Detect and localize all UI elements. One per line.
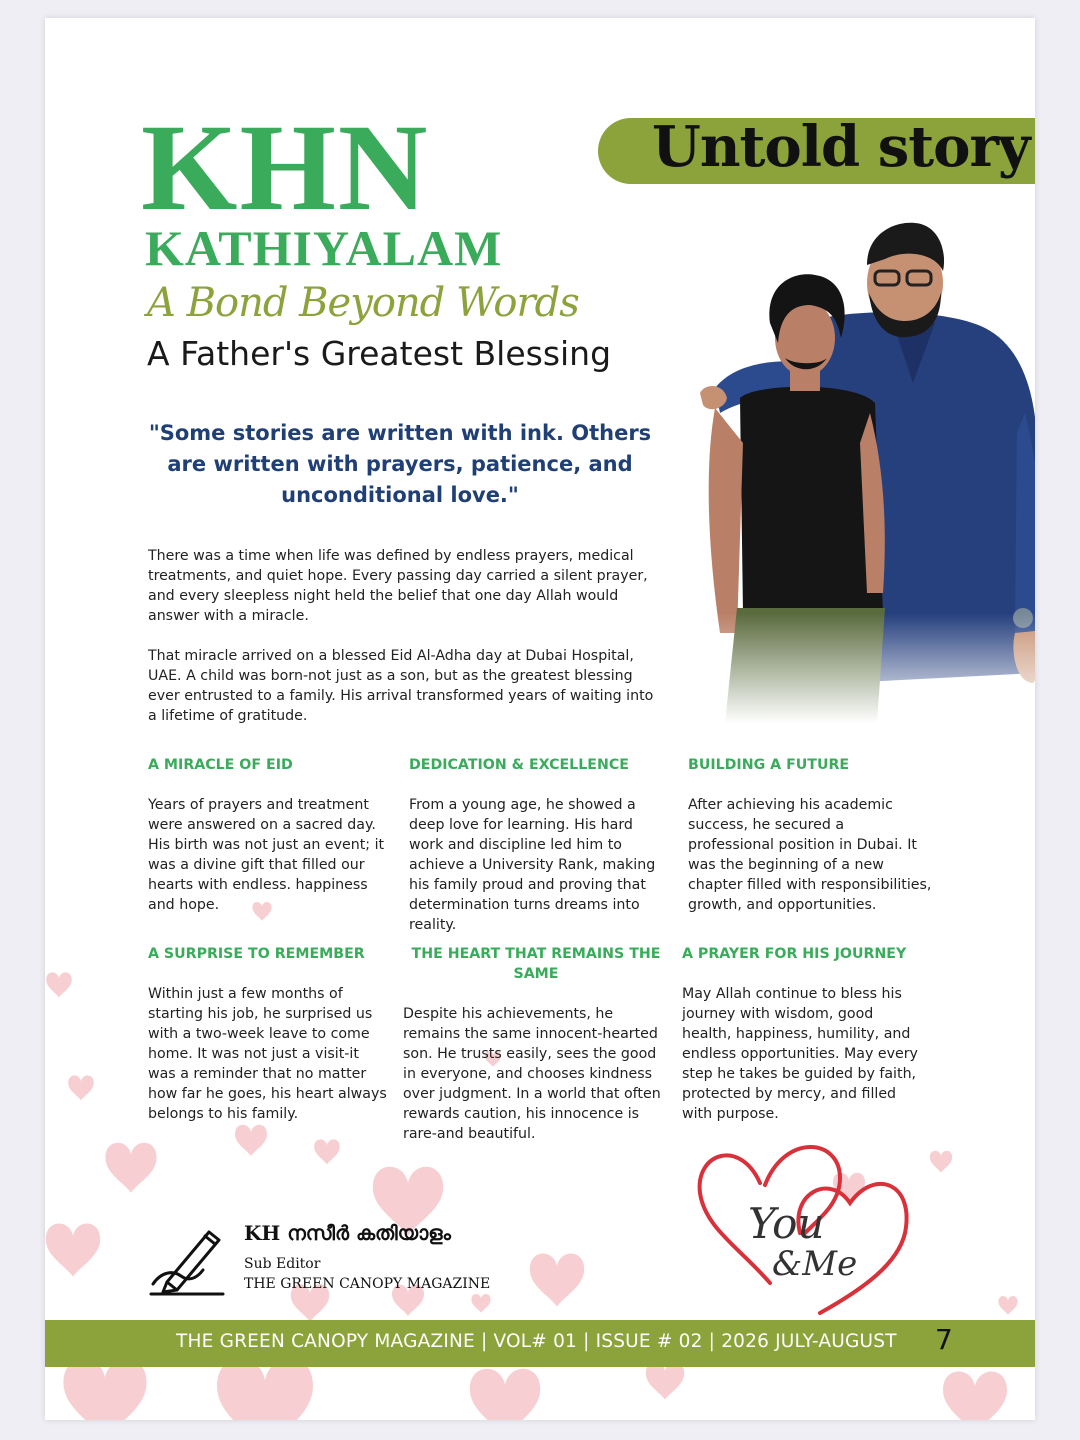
me-text: &Me [772, 1244, 858, 1284]
heart-shape [470, 1369, 540, 1420]
subtitle: A Father's Greatest Blessing [147, 334, 612, 373]
intro-paragraph-1: There was a time when life was defined by endless prayers, medical treatments, and quiet hope. Every passing day carried a silent prayer, and every sleepless night held the belief that one day Allah would answer with a miracle. [148, 548, 648, 624]
page-number: 7 [935, 1323, 953, 1356]
author-name: KH നസീർ കതിയാളം [244, 1221, 451, 1245]
footer-text: THE GREEN CANOPY MAGAZINE | VOL# 01 | ISSUE # 02 | 2026 JULY-AUGUST [176, 1331, 897, 1352]
title-kathiyalam: KATHIYALAM [145, 220, 503, 276]
author-magazine: THE GREEN CANOPY MAGAZINE [244, 1276, 491, 1292]
section-body: From a young age, he showed a deep love for learning. His hard work and discipline led him to achieve a University Rank, making his family proud and proving that determination turns dreams into reality. [409, 797, 656, 933]
heart-shape [930, 1151, 952, 1173]
section-heading: A MIRACLE OF EID [148, 757, 293, 773]
section-banner-label: Untold story [652, 114, 1030, 180]
heart-shape [68, 1075, 94, 1100]
author-role: Sub Editor [244, 1256, 321, 1272]
section-heading: A PRAYER FOR HIS JOURNEY [682, 946, 907, 962]
section-surprise-to-remember [148, 944, 388, 1124]
section-heading: THE HEART THAT REMAINS THE SAME [411, 946, 661, 982]
section-body: Despite his achievements, he remains the same innocent-hearted son. He trusts easily, sees the good in everyone, and chooses kindness over judgment. In a world that often rewards caution, his innocence is rare-and beautiful. [403, 1006, 661, 1142]
father-son-photo [645, 213, 1035, 723]
section-dedication-excellence [409, 755, 667, 935]
heart-shape [105, 1143, 156, 1193]
intro-paragraph-2: That miracle arrived on a blessed Eid Al-Adha day at Dubai Hospital, UAE. A child was born-not just as a son, but as the greatest blessing ever entrusted to a family. His arrival transformed years of waiting into a lifetime of gratitude. [148, 648, 654, 724]
section-heading: DEDICATION & EXCELLENCE [409, 757, 629, 773]
section-heart-remains [403, 944, 669, 1144]
you-text: You [748, 1199, 825, 1248]
pen-writing-icon [147, 1224, 227, 1296]
heart-shape [530, 1253, 584, 1306]
heart-shape [943, 1371, 1007, 1420]
section-prayer-for-journey [682, 944, 922, 1124]
you-and-me-hearts [690, 1123, 920, 1323]
title-khn: KHN [141, 99, 430, 236]
section-heading: A SURPRISE TO REMEMBER [148, 946, 365, 962]
section-body: Years of prayers and treatment were answered on a sacred day. His birth was not just an event; it was a divine gift that filled our hearts with endless. happiness and hope. [148, 797, 385, 913]
heart-shape [998, 1296, 1017, 1315]
heart-shape [314, 1139, 340, 1164]
section-building-a-future [688, 755, 933, 915]
heart-shape [646, 1362, 684, 1400]
pull-quote: "Some stories are written with ink. Others are written with prayers, patience, and unconditional love." [148, 421, 652, 507]
section-body: After achieving his academic success, he secured a professional position in Dubai. It was the beginning of a new chapter filled with responsibilities, growth, and opportunities. [688, 797, 932, 913]
heart-shape [46, 1223, 100, 1276]
heart-shape [471, 1294, 490, 1313]
heart-shape [46, 972, 72, 997]
tagline: A Bond Beyond Words [147, 280, 579, 326]
section-body: Within just a few months of starting his job, he surprised us with a two-week leave to come home. It was not just a visit-it was a reminder that no matter how far he goes, his heart always belongs to his family. [148, 986, 387, 1122]
section-heading: BUILDING A FUTURE [688, 757, 850, 773]
magazine-page [45, 18, 1035, 1420]
heart-shape [63, 1359, 146, 1420]
section-body: May Allah continue to bless his journey with wisdom, good health, happiness, humility, and endless opportunities. May every step he takes be guided by faith, protected by mercy, and filled with purpose. [682, 986, 918, 1122]
section-miracle-of-eid [148, 755, 388, 915]
heart-shape [217, 1358, 313, 1420]
heart-shape [235, 1125, 267, 1156]
